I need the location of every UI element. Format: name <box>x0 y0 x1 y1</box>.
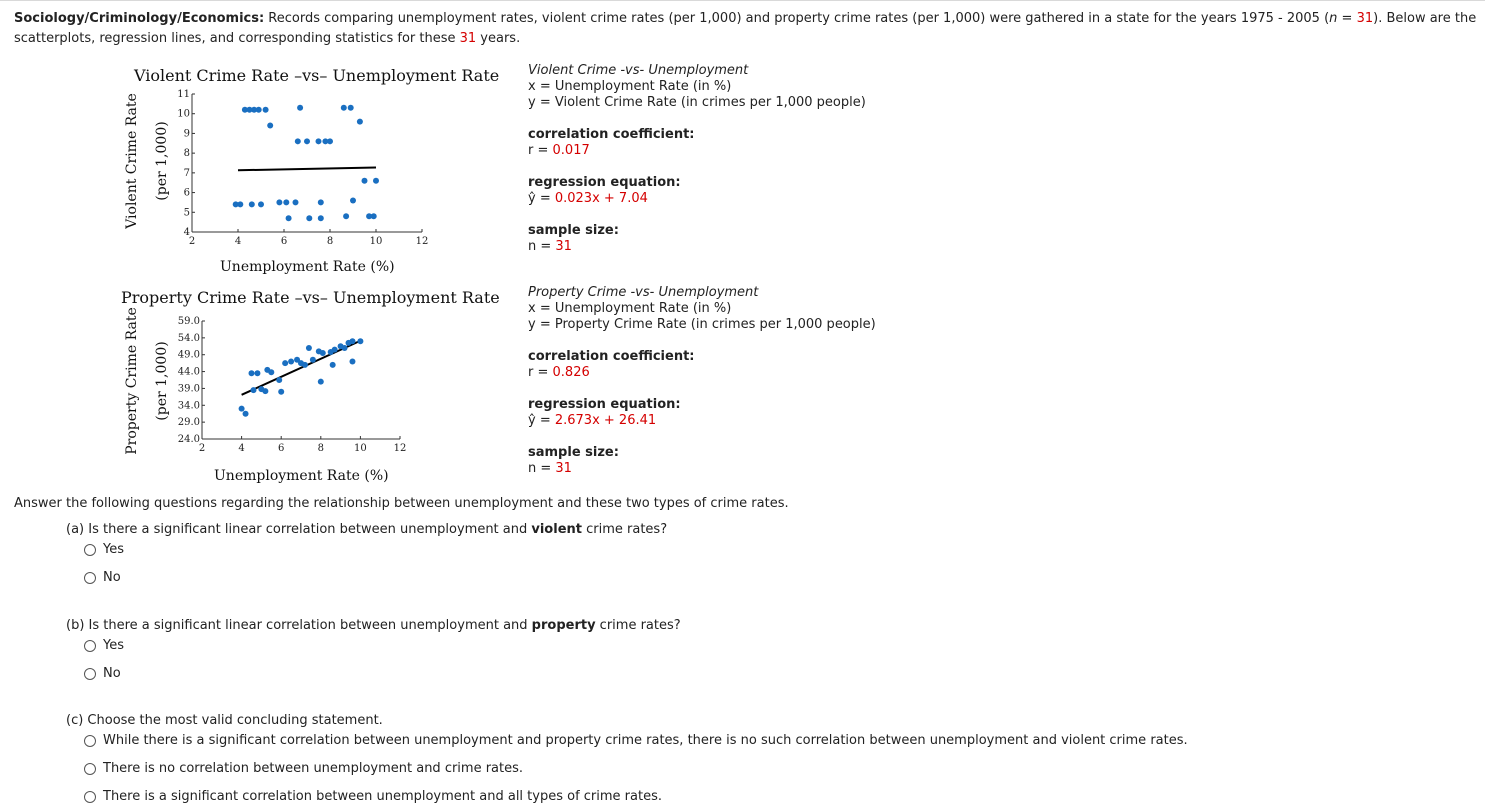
property-xlabel: Unemployment Rate (%) <box>214 468 389 484</box>
property-y-tick-label: 49.0 <box>177 349 200 361</box>
property-reg-heading: regression equation: <box>528 397 681 412</box>
violent-data-point <box>276 199 282 205</box>
property-y-tick-label: 34.0 <box>177 400 200 412</box>
property-r-value: 0.826 <box>552 365 590 380</box>
property-r-line <box>528 365 876 381</box>
property-x-tick-label: 8 <box>317 443 324 454</box>
property-data-point <box>316 348 322 354</box>
radio-button[interactable] <box>84 763 96 775</box>
r-label: r = <box>528 365 553 380</box>
option-label: No <box>103 570 121 585</box>
violent-data-point <box>293 199 299 205</box>
violent-n-line <box>528 239 866 255</box>
qc-option-2[interactable] <box>84 761 523 776</box>
property-x-tick-label: 6 <box>278 443 285 454</box>
property-y-definition: y = Property Crime Rate (in crimes per 1,000 people) <box>528 317 876 332</box>
property-x-tick-label: 10 <box>354 443 367 454</box>
property-n-line <box>528 461 876 477</box>
property-data-point <box>249 370 255 376</box>
violent-data-point <box>237 201 243 207</box>
property-data-point <box>239 406 245 412</box>
qc-option-1[interactable] <box>84 733 1188 748</box>
violent-data-point <box>350 197 356 203</box>
violent-data-point <box>371 213 377 219</box>
violent-data-point <box>283 199 289 205</box>
qb-option-yes[interactable] <box>84 638 124 653</box>
violent-data-point <box>327 138 333 144</box>
subject-label: Sociology/Criminology/Economics: <box>14 11 265 26</box>
option-label: No <box>103 666 121 681</box>
violent-reg-value: 0.023x + 7.04 <box>554 191 648 206</box>
property-n-heading: sample size: <box>528 445 619 460</box>
violent-y-tick-label: 4 <box>183 227 190 238</box>
equals: = <box>1337 11 1357 26</box>
property-corr-heading: correlation coefficient: <box>528 349 695 364</box>
violent-y-tick-label: 11 <box>177 89 190 100</box>
violent-data-point <box>343 213 349 219</box>
top-divider <box>0 0 1485 1</box>
n-symbol: n <box>1329 11 1338 26</box>
violent-n-heading: sample size: <box>528 223 619 238</box>
radio-button[interactable] <box>84 572 96 584</box>
property-data-point <box>357 338 363 344</box>
violent-data-point <box>295 138 301 144</box>
violent-ylabel-line1: Violent Crime Rate <box>124 93 140 229</box>
intro-text-2: ). Below are the scatterplots, regression lines, and corresponding statistics for these <box>14 11 1477 46</box>
property-n-value: 31 <box>555 461 572 476</box>
n-label: n = <box>528 239 556 254</box>
property-data-point <box>278 389 284 395</box>
property-data-point <box>318 379 324 385</box>
intro-paragraph <box>14 9 1479 49</box>
property-y-tick-label: 24.0 <box>177 434 200 445</box>
violent-data-point <box>357 119 363 125</box>
r-label: r = <box>528 143 553 158</box>
property-scatterplot <box>170 305 430 475</box>
property-data-point <box>288 358 294 364</box>
violent-y-tick-label: 7 <box>183 167 190 179</box>
property-stats-panel <box>528 285 876 477</box>
violent-data-point <box>286 215 292 221</box>
radio-button[interactable] <box>84 544 96 556</box>
violent-data-point <box>297 105 303 111</box>
violent-x-tick-label: 8 <box>326 236 334 247</box>
violent-reg-heading: regression equation: <box>528 175 681 190</box>
property-x-tick-label: 4 <box>238 443 245 454</box>
qb-bold: property <box>531 618 596 633</box>
property-y-tick-label: 29.0 <box>177 417 200 429</box>
violent-chart-title: Violent Crime Rate –vs– Unemployment Rate <box>134 66 500 85</box>
violent-corr-heading: correlation coefficient: <box>528 127 695 142</box>
property-data-point <box>310 357 316 363</box>
violent-data-point <box>256 107 262 113</box>
violent-y-tick-label: 9 <box>183 128 190 140</box>
property-data-point <box>349 338 355 344</box>
intro-text-3: years. <box>476 31 521 46</box>
years-value: 31 <box>459 31 477 46</box>
violent-y-definition: y = Violent Crime Rate (in crimes per 1,000 people) <box>528 95 866 110</box>
violent-data-point <box>341 105 347 111</box>
violent-data-point <box>348 105 354 111</box>
violent-data-point <box>316 138 322 144</box>
property-x-definition: x = Unemployment Rate (in %) <box>528 301 732 316</box>
qa-option-no[interactable] <box>84 570 121 585</box>
option-label: There is a significant correlation between unemployment and all types of crime rates. <box>103 789 662 804</box>
radio-button[interactable] <box>84 640 96 652</box>
property-data-point <box>282 360 288 366</box>
qb-post: crime rates? <box>595 618 681 633</box>
option-label: Yes <box>103 542 124 557</box>
option-label: There is no correlation between unemployment and crime rates. <box>103 761 524 776</box>
property-y-tick-label: 44.0 <box>177 366 200 378</box>
violent-data-point <box>258 201 264 207</box>
violent-x-tick-label: 6 <box>280 236 288 247</box>
yhat-label: ŷ = <box>528 191 555 206</box>
property-x-tick-label: 2 <box>198 443 206 454</box>
property-data-point <box>330 362 336 368</box>
violent-scatterplot <box>170 86 430 256</box>
violent-data-point <box>267 123 273 129</box>
violent-ylabel-line2: (per 1,000) <box>154 121 170 201</box>
qc-option-3[interactable] <box>84 789 662 804</box>
property-data-point <box>243 411 249 417</box>
qb-option-no[interactable] <box>84 666 121 681</box>
n-label: n = <box>528 461 556 476</box>
violent-data-point <box>318 215 324 221</box>
property-data-point <box>276 377 282 383</box>
property-data-point <box>349 358 355 364</box>
qa-bold: violent <box>531 522 582 537</box>
property-ylabel-line1: Property Crime Rate <box>124 307 140 455</box>
violent-xlabel: Unemployment Rate (%) <box>220 259 395 275</box>
property-y-tick-label: 59.0 <box>177 316 200 327</box>
violent-r-line <box>528 143 866 159</box>
option-label: Yes <box>103 638 124 653</box>
property-reg-value: 2.673x + 26.41 <box>554 413 657 428</box>
violent-data-point <box>362 178 368 184</box>
property-y-tick-label: 39.0 <box>177 383 200 395</box>
property-data-point <box>250 387 256 393</box>
radio-button[interactable] <box>84 791 96 803</box>
violent-data-point <box>318 199 324 205</box>
violent-x-tick-label: 10 <box>369 236 383 247</box>
violent-data-point <box>306 215 312 221</box>
property-data-point <box>332 347 338 353</box>
property-chart-title: Property Crime Rate –vs– Unemployment Rate <box>121 288 500 307</box>
violent-regression-line <box>238 168 376 171</box>
violent-stats-panel <box>528 63 866 255</box>
violent-y-tick-label: 6 <box>183 187 190 199</box>
qa-option-yes[interactable] <box>84 542 124 557</box>
violent-y-tick-label: 5 <box>183 207 190 219</box>
option-label: While there is a significant correlation between unemployment and property crime rates, there is no such correlation between unemployment and violent crime rates. <box>103 733 1188 748</box>
property-reg-line <box>528 413 876 429</box>
property-data-point <box>262 388 268 394</box>
violent-data-point <box>373 178 379 184</box>
violent-reg-line <box>528 191 866 207</box>
violent-y-tick-label: 10 <box>177 108 190 120</box>
n-value: 31 <box>1356 11 1374 26</box>
violent-x-tick-label: 12 <box>415 236 429 247</box>
violent-data-point <box>304 138 310 144</box>
yhat-label: ŷ = <box>528 413 555 428</box>
qa-pre: (a) Is there a significant linear correlation between unemployment and <box>66 522 532 537</box>
property-ylabel-line2: (per 1,000) <box>154 341 170 421</box>
property-data-point <box>268 369 274 375</box>
property-data-point <box>254 370 260 376</box>
qb-pre: (b) Is there a significant linear correlation between unemployment and <box>66 618 532 633</box>
property-stats-heading: Property Crime -vs- Unemployment <box>528 285 759 300</box>
violent-data-point <box>249 201 255 207</box>
violent-x-tick-label: 4 <box>234 236 242 247</box>
instructions: Answer the following questions regarding the relationship between unemployment and these two types of crime rates. <box>14 496 789 511</box>
property-y-tick-label: 54.0 <box>177 332 200 344</box>
question-b <box>66 618 681 633</box>
property-data-point <box>342 345 348 351</box>
intro-text-1: Records comparing unemployment rates, violent crime rates (per 1,000) and property crime rates (per 1,000) were gathered in a state for the years 1975 - 2005 ( <box>264 11 1330 26</box>
qa-post: crime rates? <box>581 522 668 537</box>
question-c: (c) Choose the most valid concluding statement. <box>66 713 383 728</box>
radio-button[interactable] <box>84 668 96 680</box>
question-a <box>66 522 667 537</box>
property-data-point <box>306 345 312 351</box>
violent-n-value: 31 <box>555 239 572 254</box>
radio-button[interactable] <box>84 735 96 747</box>
violent-x-definition: x = Unemployment Rate (in %) <box>528 79 732 94</box>
violent-stats-heading: Violent Crime -vs- Unemployment <box>528 63 749 78</box>
violent-data-point <box>263 107 269 113</box>
violent-x-tick-label: 2 <box>188 236 196 247</box>
violent-y-tick-label: 8 <box>183 148 190 160</box>
property-data-point <box>302 362 308 368</box>
property-x-tick-label: 12 <box>393 443 407 454</box>
violent-r-value: 0.017 <box>552 143 590 158</box>
